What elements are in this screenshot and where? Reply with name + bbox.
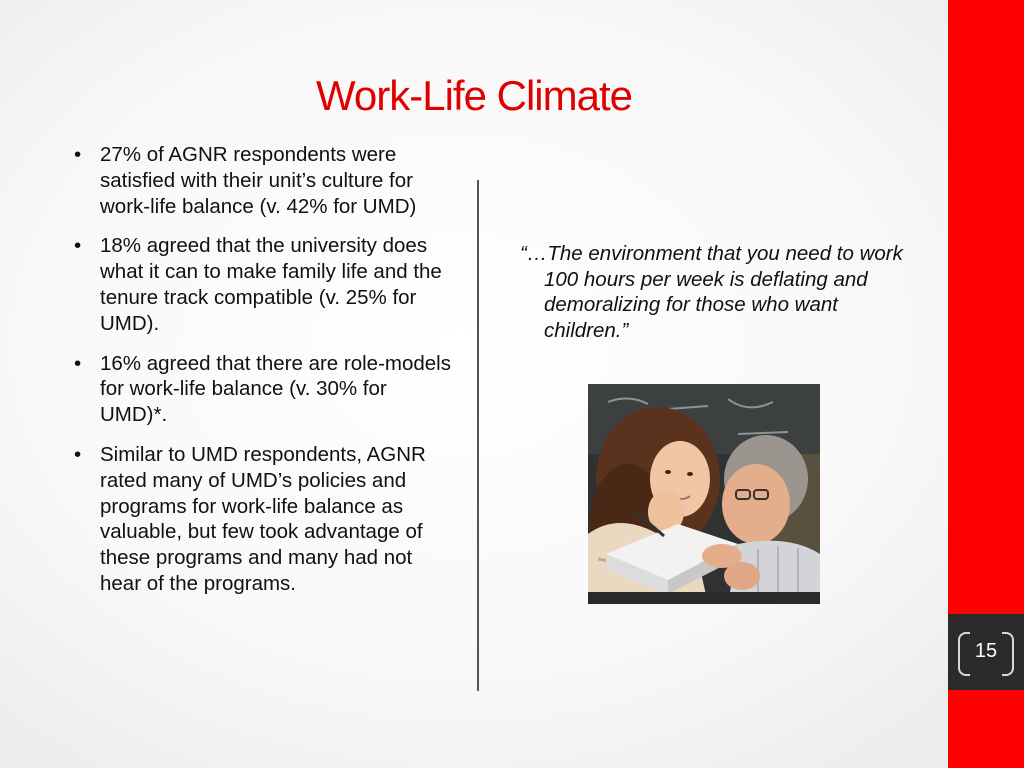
bullet-item	[72, 442, 456, 597]
bullet-text: 16% agreed that there are role-models for work-life balance (v. 30% for UMD)*.	[100, 351, 451, 427]
bullet-item	[72, 351, 456, 428]
bullet-dot: •	[74, 143, 82, 166]
bullet-list	[72, 142, 456, 611]
bullet-text: Similar to UMD respondents, AGNR rated many of UMD’s policies and programs for work-life balance as valuable, but few took advantage of these programs and many had not hear of the programs.	[100, 442, 426, 595]
quote-text: “…The environment that you need to work 100 hours per week is deflating and demoralizing for those who want children.”	[520, 242, 903, 342]
bullet-dot: •	[74, 442, 82, 466]
bullet-text: 27% of AGNR respondents were satisfied with their unit’s culture for work-life balance (v. 42% for UMD)	[100, 143, 417, 218]
slide-number: 15	[974, 640, 998, 662]
photo-student-and-teacher	[588, 384, 820, 604]
bullet-item	[72, 233, 456, 336]
column-divider	[477, 180, 479, 691]
bullet-dot: •	[74, 234, 82, 258]
photo-illustration	[588, 384, 820, 604]
bullet-text: 18% agreed that the university does what it can to make family life and the tenure track compatible (v. 25% for UMD).	[100, 234, 442, 335]
slide-number-box	[948, 614, 1024, 690]
bullet-item	[72, 142, 456, 219]
slide-title: Work-Life Climate	[316, 72, 632, 119]
bullet-dot: •	[74, 351, 82, 375]
